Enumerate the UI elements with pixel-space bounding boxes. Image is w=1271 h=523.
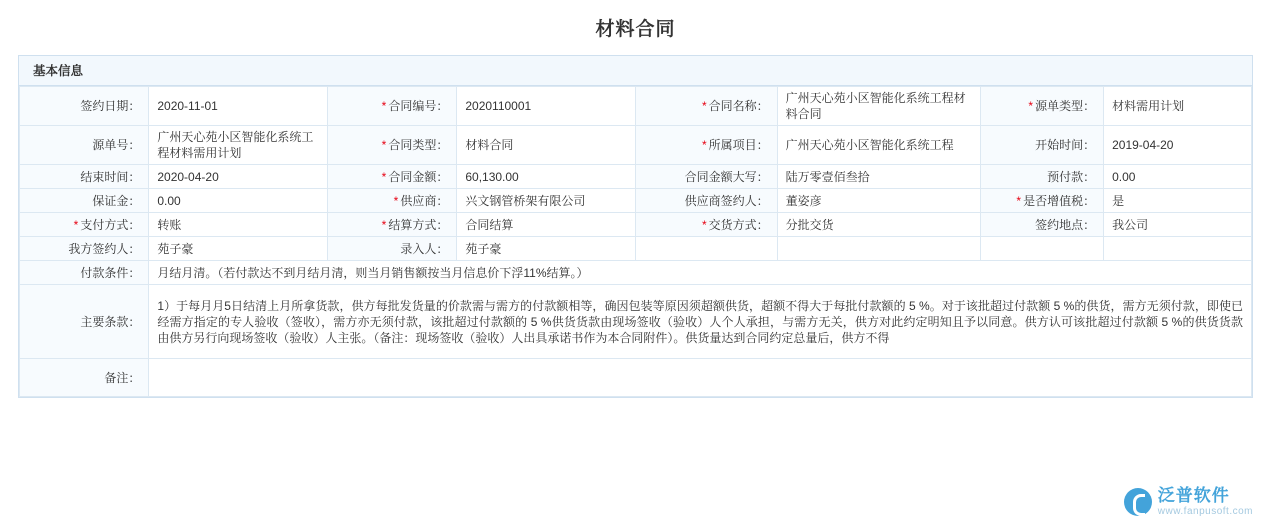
label-contract-type	[327, 126, 456, 165]
form-row	[20, 359, 1252, 397]
required-marker-icon: *	[381, 169, 387, 184]
source-type-label: 源单类型：	[1035, 99, 1096, 113]
watermark	[1124, 487, 1253, 517]
label-amount	[327, 165, 456, 189]
value-remark[interactable]	[149, 359, 1252, 397]
label-settle-method	[327, 213, 456, 237]
required-marker-icon: *	[381, 138, 387, 152]
label-sign-place	[980, 213, 1103, 237]
label-pay-condition	[20, 261, 149, 285]
value-deposit[interactable]: 0.00	[149, 189, 328, 213]
label-prepay	[980, 165, 1103, 189]
value-end-time[interactable]: 2020-04-20	[149, 165, 328, 189]
required-marker-icon: *	[1016, 193, 1022, 208]
form-row	[20, 261, 1252, 285]
value-source-no[interactable]: 广州天心苑小区智能化系统工程材料需用计划	[149, 126, 328, 165]
settle-method-label: 结算方式：	[388, 217, 449, 232]
label-deposit	[20, 189, 149, 213]
required-marker-icon: *	[701, 99, 707, 113]
amount-label: 合同金额：	[388, 169, 449, 184]
supplier-signer-label: 供应商签约人：	[684, 193, 769, 208]
label-main-terms	[20, 285, 149, 359]
label-contract-name	[635, 87, 777, 126]
empty-cell	[635, 237, 777, 261]
empty-cell	[980, 237, 1103, 261]
recorder-label: 录入人：	[400, 241, 449, 256]
value-contract-type[interactable]: 材料合同	[457, 126, 636, 165]
deposit-label: 保证金：	[92, 193, 141, 208]
value-contract-no[interactable]: 2020110001	[457, 87, 636, 126]
watermark-name: 泛普软件	[1157, 486, 1230, 506]
value-settle-method[interactable]: 合同结算	[457, 213, 636, 237]
value-amount[interactable]: 60,130.00	[457, 165, 636, 189]
form-row	[20, 87, 1252, 126]
panel-header-basic-info: 基本信息	[19, 56, 1252, 86]
value-amount-words[interactable]: 陆万零壹佰叁拾	[777, 165, 980, 189]
empty-cell	[777, 237, 980, 261]
label-start-time	[980, 126, 1103, 165]
required-marker-icon: *	[1028, 99, 1034, 113]
value-pay-condition[interactable]: 月结月清。（若付款达不到月结月清，则当月销售额按当月信息价下浮11%结算。）	[149, 261, 1252, 285]
required-marker-icon: *	[701, 138, 707, 152]
delivery-method-label: 交货方式：	[708, 217, 769, 232]
supplier-label: 供应商：	[400, 193, 449, 208]
label-source-type	[980, 87, 1103, 126]
value-sign-place[interactable]: 我公司	[1104, 213, 1252, 237]
value-sign-date[interactable]: 2020-11-01	[149, 87, 328, 126]
label-project	[635, 126, 777, 165]
contract-form-table	[19, 86, 1252, 397]
label-pay-method	[20, 213, 149, 237]
value-start-time[interactable]: 2019-04-20	[1104, 126, 1252, 165]
value-contract-name[interactable]: 广州天心苑小区智能化系统工程材料合同	[777, 87, 980, 126]
required-marker-icon: *	[73, 217, 79, 232]
basic-info-panel	[18, 55, 1253, 398]
watermark-text	[1158, 487, 1253, 517]
prepay-label: 预付款：	[1047, 169, 1096, 184]
value-delivery-method[interactable]: 分批交货	[777, 213, 980, 237]
contract-type-label: 合同类型：	[388, 138, 449, 152]
sign-date-label: 签约日期：	[80, 99, 141, 113]
contract-no-label: 合同编号：	[388, 99, 449, 113]
label-recorder	[327, 237, 456, 261]
value-pay-method[interactable]: 转账	[149, 213, 328, 237]
value-source-type[interactable]: 材料需用计划	[1104, 87, 1252, 126]
value-supplier-signer[interactable]: 董姿彦	[777, 189, 980, 213]
label-sign-date	[20, 87, 149, 126]
empty-cell	[1104, 237, 1252, 261]
project-label: 所属项目：	[708, 138, 769, 152]
label-delivery-method	[635, 213, 777, 237]
value-our-signer[interactable]: 苑子豪	[149, 237, 328, 261]
label-remark	[20, 359, 149, 397]
pay-condition-label: 付款条件：	[80, 265, 141, 280]
remark-label: 备注：	[104, 370, 141, 385]
value-recorder[interactable]: 苑子豪	[457, 237, 636, 261]
value-supplier[interactable]: 兴文钢管桥架有限公司	[457, 189, 636, 213]
form-row	[20, 165, 1252, 189]
our-signer-label: 我方签约人：	[68, 241, 141, 256]
fanpu-logo-icon	[1124, 488, 1152, 516]
main-terms-label: 主要条款：	[80, 314, 141, 329]
end-time-label: 结束时间：	[80, 169, 141, 184]
sign-place-label: 签约地点：	[1035, 217, 1096, 232]
watermark-url: www.fanpusoft.com	[1157, 506, 1253, 517]
is-vat-label: 是否增值税：	[1023, 193, 1096, 208]
label-contract-no	[327, 87, 456, 126]
label-supplier	[327, 189, 456, 213]
page-title: 材料合同	[595, 19, 676, 40]
form-row	[20, 126, 1252, 165]
required-marker-icon: *	[393, 193, 399, 208]
value-project[interactable]: 广州天心苑小区智能化系统工程	[777, 126, 980, 165]
form-row	[20, 285, 1252, 359]
value-main-terms[interactable]: 1）于每月月5日结清上月所拿货款，供方每批发货量的价款需与需方的付款额相等，确因包装等原因须超额供货，超额不得大于每批付款额的 5 %。对于该批超过付款额 5 %的供货，需方无须付款，即使已经需方指定的专人验收（签收），需方亦无须付款，该批超过付款额的 5 %供货货款由现场签收（验收）人个人承担，与需方无关，供方对此约定明知且予以同意。供方认可该批超过付款额 5 %的供货货款由供方另行向现场签收（验收）人主张。（备注：现场签收（验收）人出具承诺书作为本合同附件）。供货量达到合同约定总量后，供方不得	[149, 285, 1252, 359]
label-our-signer	[20, 237, 149, 261]
value-prepay[interactable]: 0.00	[1104, 165, 1252, 189]
required-marker-icon: *	[701, 217, 707, 232]
value-is-vat[interactable]: 是	[1104, 189, 1252, 213]
amount-words-label: 合同金额大写：	[684, 169, 769, 184]
label-is-vat	[980, 189, 1103, 213]
start-time-label: 开始时间：	[1035, 138, 1096, 152]
form-row	[20, 213, 1252, 237]
label-end-time	[20, 165, 149, 189]
required-marker-icon: *	[381, 99, 387, 113]
form-row	[20, 189, 1252, 213]
label-supplier-signer	[635, 189, 777, 213]
form-row	[20, 237, 1252, 261]
required-marker-icon: *	[381, 217, 387, 232]
label-source-no	[20, 126, 149, 165]
contract-name-label: 合同名称：	[708, 99, 769, 113]
pay-method-label: 支付方式：	[80, 217, 141, 232]
source-no-label: 源单号：	[92, 138, 141, 152]
label-amount-words	[635, 165, 777, 189]
